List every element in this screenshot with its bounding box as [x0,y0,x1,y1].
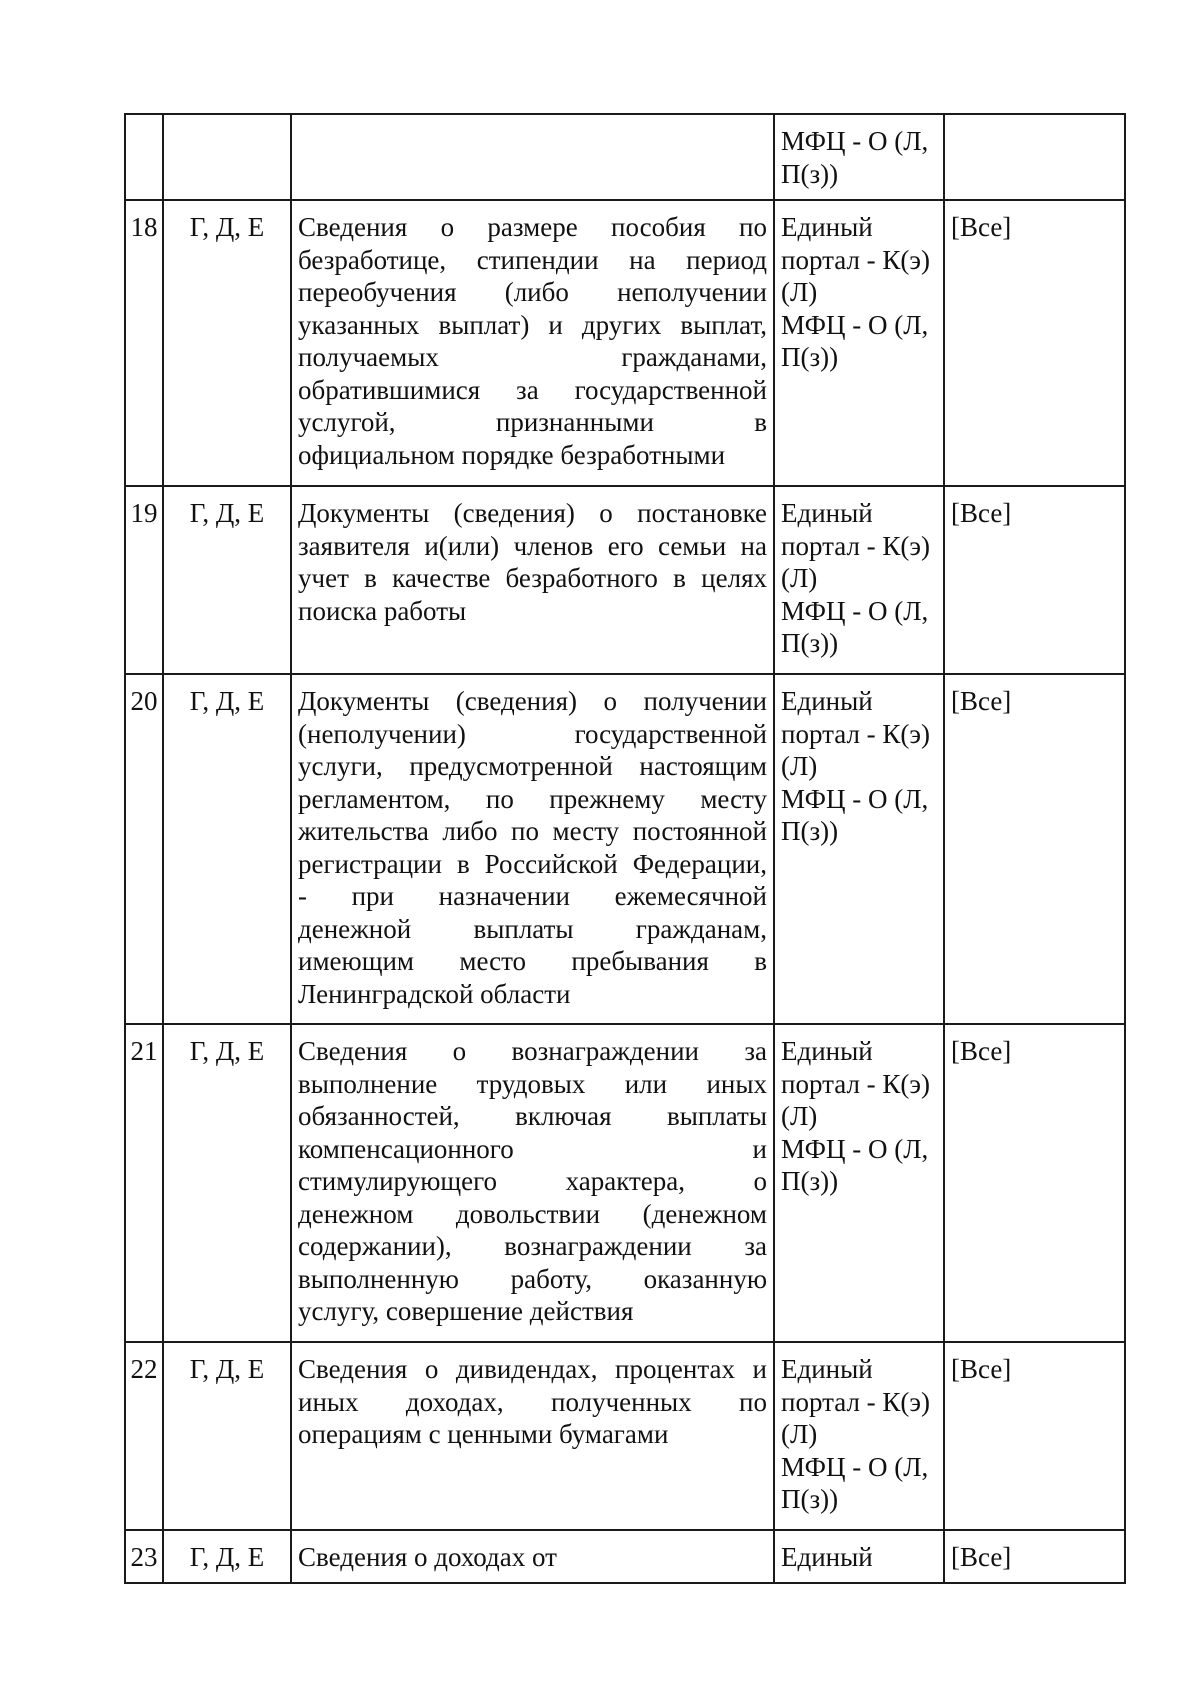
channel-line: МФЦ - О (Л, [781,595,929,626]
cell-channels [774,1024,944,1342]
channel-line: Единый [781,212,873,242]
cell-scope: [Все] [944,674,1125,1024]
channel-line: Единый [781,1542,873,1572]
channel-line: Единый [781,686,873,716]
description-line: получаемых гражданами, [298,342,767,372]
cell-number: 20 [125,674,163,1024]
cell-channels [774,1342,944,1530]
description-line: - при назначении ежемесячной [298,881,767,911]
cell-scope: [Все] [944,1024,1125,1342]
description-line: выполненную работу, оказанную [298,1263,767,1294]
table-row [125,200,1125,486]
cell-categories: Г, Д, Е [163,1342,291,1530]
table-row [125,1530,1125,1583]
cell-description [291,674,774,1024]
description-line: услугой, признанными в [298,407,767,437]
channel-line: (Л) [781,751,818,781]
cell-number: 18 [125,200,163,486]
description-line: Сведения о доходах от [298,1542,557,1572]
cell-categories: Г, Д, Е [163,674,291,1024]
description-line: операциям с ценными бумагами [298,1419,669,1449]
table-row [125,1342,1125,1530]
cell-description [291,486,774,674]
description-line: поиска работы [298,595,467,626]
channel-line: портал - К(э) [781,244,930,275]
cell-number: 22 [125,1342,163,1530]
channel-line: П(з)) [781,158,839,189]
description-line: Ленинградской области [298,978,571,1009]
description-line: Документы (сведения) о получении [298,686,767,716]
cell-description [291,114,774,200]
cell-number: 23 [125,1530,163,1583]
cell-description [291,200,774,486]
description-line: жительства либо по месту постоянной [298,816,767,846]
channel-line: Единый [781,1354,873,1384]
table-row-continuation [125,114,1125,200]
description-line: Документы (сведения) о постановке [298,498,767,528]
table-row [125,674,1125,1024]
description-line: услугу, совершение действия [298,1296,634,1326]
cell-channels [774,486,944,674]
channel-line: портал - К(э) [781,530,930,561]
channel-line: МФЦ - О (Л, [781,126,929,156]
cell-scope: [Все] [944,1530,1125,1583]
channel-line: МФЦ - О (Л, [781,783,929,814]
cell-description [291,1530,774,1583]
description-line: учет в качестве безработного в целях [298,563,767,593]
description-line: указанных выплат) и других выплат, [298,309,767,340]
cell-categories: Г, Д, Е [163,1530,291,1583]
description-line: заявителя и(или) членов его семьи на [298,530,767,561]
cell-channels [774,674,944,1024]
cell-number: 21 [125,1024,163,1342]
description-line: компенсационного и [298,1133,767,1164]
description-line: иных доходах, полученных по [298,1386,767,1417]
cell-description [291,1024,774,1342]
channel-line: (Л) [781,277,818,307]
description-line: содержании), вознаграждении за [298,1231,767,1261]
channel-line: (Л) [781,1101,818,1131]
description-line: регламентом, по прежнему месту [298,783,767,814]
cell-categories: Г, Д, Е [163,200,291,486]
description-line: Сведения о размере пособия по [298,212,767,242]
channel-line: Единый [781,498,873,528]
cell-channels [774,1530,944,1583]
channel-line: МФЦ - О (Л, [781,1451,929,1482]
cell-categories: Г, Д, Е [163,1024,291,1342]
cell-scope [944,114,1125,200]
description-line: Сведения о дивидендах, процентах и [298,1354,767,1384]
channel-line: портал - К(э) [781,1386,930,1417]
cell-scope: [Все] [944,200,1125,486]
cell-scope: [Все] [944,486,1125,674]
cell-number: 19 [125,486,163,674]
table-row [125,1024,1125,1342]
channel-line: МФЦ - О (Л, [781,1133,929,1164]
description-line: обязанностей, включая выплаты [298,1101,767,1131]
cell-categories [163,114,291,200]
description-line: стимулирующего характера, о [298,1166,767,1196]
description-line: Сведения о вознаграждении за [298,1036,767,1066]
table-row [125,486,1125,674]
description-line: выполнение трудовых или иных [298,1068,767,1099]
cell-categories: Г, Д, Е [163,486,291,674]
description-line: услуги, предусмотренной настоящим [298,751,767,781]
cell-channels [774,200,944,486]
description-line: денежной выплаты гражданам, [298,913,767,944]
channel-line: П(з)) [781,1484,839,1514]
description-line: официальном порядке безработными [298,439,726,470]
channel-line: портал - К(э) [781,718,930,749]
cell-scope: [Все] [944,1342,1125,1530]
channel-line: П(з)) [781,816,839,846]
description-line: безработице, стипендии на период [298,244,767,275]
channel-line: (Л) [781,563,818,593]
description-line: имеющим место пребывания в [298,946,767,976]
description-line: регистрации в Российской Федерации, [298,848,767,879]
channel-line: портал - К(э) [781,1068,930,1099]
channel-line: П(з)) [781,1166,839,1196]
channel-line: МФЦ - О (Л, [781,309,929,340]
document-table [124,113,1126,1584]
channel-line: П(з)) [781,342,839,372]
cell-channels [774,114,944,200]
cell-number [125,114,163,200]
channel-line: Единый [781,1036,873,1066]
channel-line: (Л) [781,1419,818,1449]
description-line: денежном довольствии (денежном [298,1198,767,1229]
description-line: обратившимися за государственной [298,374,767,405]
description-line: (неполучении) государственной [298,718,767,749]
cell-description [291,1342,774,1530]
description-line: переобучения (либо неполучении [298,277,767,307]
channel-line: П(з)) [781,628,839,658]
